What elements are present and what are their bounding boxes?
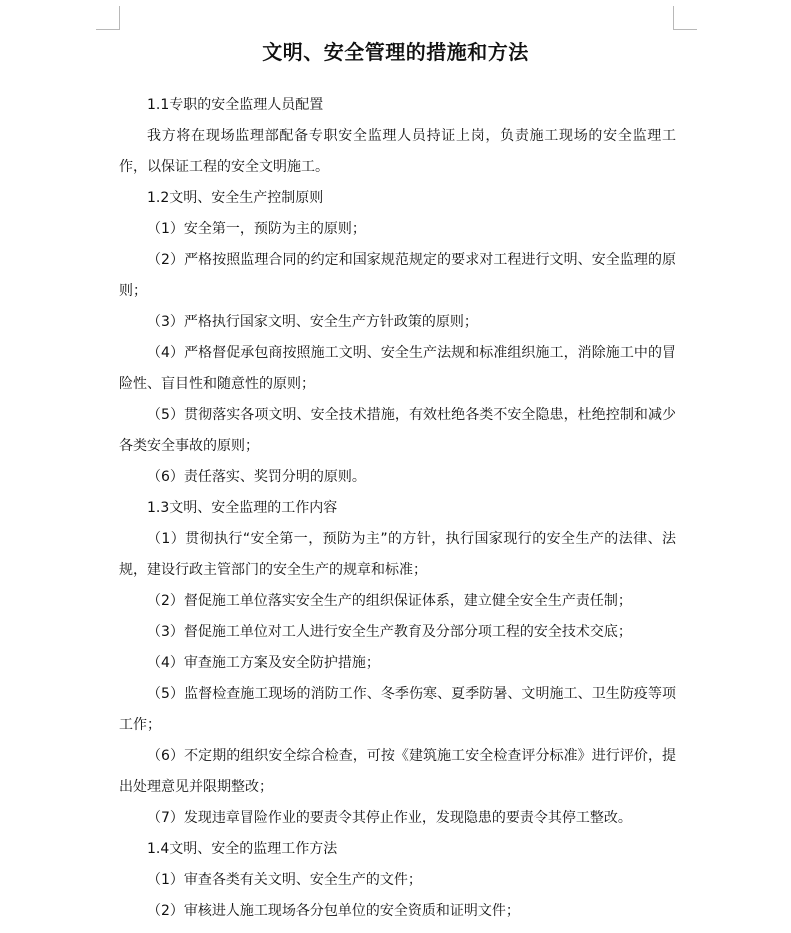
list-item: （1）贯彻执行“安全第一，预防为主”的方针，执行国家现行的安全生产的法律、法规，建设行政主管部门的安全生产的规章和标准；	[119, 531, 676, 578]
paragraph-section-1-3: 1.3文明、安全监理的工作内容	[147, 500, 338, 516]
document-title: 文明、安全管理的措施和方法	[262, 40, 529, 64]
list-item: （6）不定期的组织安全综合检查，可按《建筑施工安全检查评分标准》进行评价，提出处理意见并限期整改；	[119, 748, 676, 795]
list-item: （1）审查各类有关文明、安全生产的文件；	[147, 872, 422, 888]
list-item: （4）严格督促承包商按照施工文明、安全生产法规和标准组织施工，消除施工中的冒险性、盲目性和随意性的原则；	[119, 345, 676, 392]
page-margin-corner-top-left	[96, 6, 120, 30]
list-item: （2）严格按照监理合同的约定和国家规范规定的要求对工程进行文明、安全监理的原则；	[119, 252, 676, 299]
list-item: （3）督促施工单位对工人进行安全生产教育及分部分项工程的安全技术交底；	[147, 624, 632, 640]
list-item: （3）严格执行国家文明、安全生产方针政策的原则；	[147, 314, 478, 330]
paragraph: 我方将在现场监理部配备专职安全监理人员持证上岗，负责施工现场的安全监理工作，以保证工程的安全文明施工。	[119, 128, 676, 175]
list-item: （4）审查施工方案及安全防护措施；	[147, 655, 380, 671]
list-item: （5）贯彻落实各项文明、安全技术措施，有效杜绝各类不安全隐患，杜绝控制和减少各类安全事故的原则；	[119, 407, 676, 454]
paragraph-section-1-1: 1.1专职的安全监理人员配置	[147, 97, 324, 113]
list-item: （2）督促施工单位落实安全生产的组织保证体系，建立健全安全生产责任制；	[147, 593, 632, 609]
paragraph-section-1-2: 1.2文明、安全生产控制原则	[147, 190, 324, 206]
page-margin-corner-top-right	[673, 6, 697, 30]
document-body	[119, 90, 676, 927]
list-item: （2）审核进人施工现场各分包单位的安全资质和证明文件；	[147, 903, 520, 919]
list-item: （5）监督检查施工现场的消防工作、冬季伤寒、夏季防暑、文明施工、卫生防疫等项工作；	[119, 686, 676, 733]
paragraph-section-1-4: 1.4文明、安全的监理工作方法	[147, 841, 338, 857]
list-item: （6）责任落实、奖罚分明的原则。	[147, 469, 366, 485]
list-item: （7）发现违章冒险作业的要责令其停止作业，发现隐患的要责令其停工整改。	[147, 810, 632, 826]
list-item: （1）安全第一，预防为主的原则；	[147, 221, 366, 237]
